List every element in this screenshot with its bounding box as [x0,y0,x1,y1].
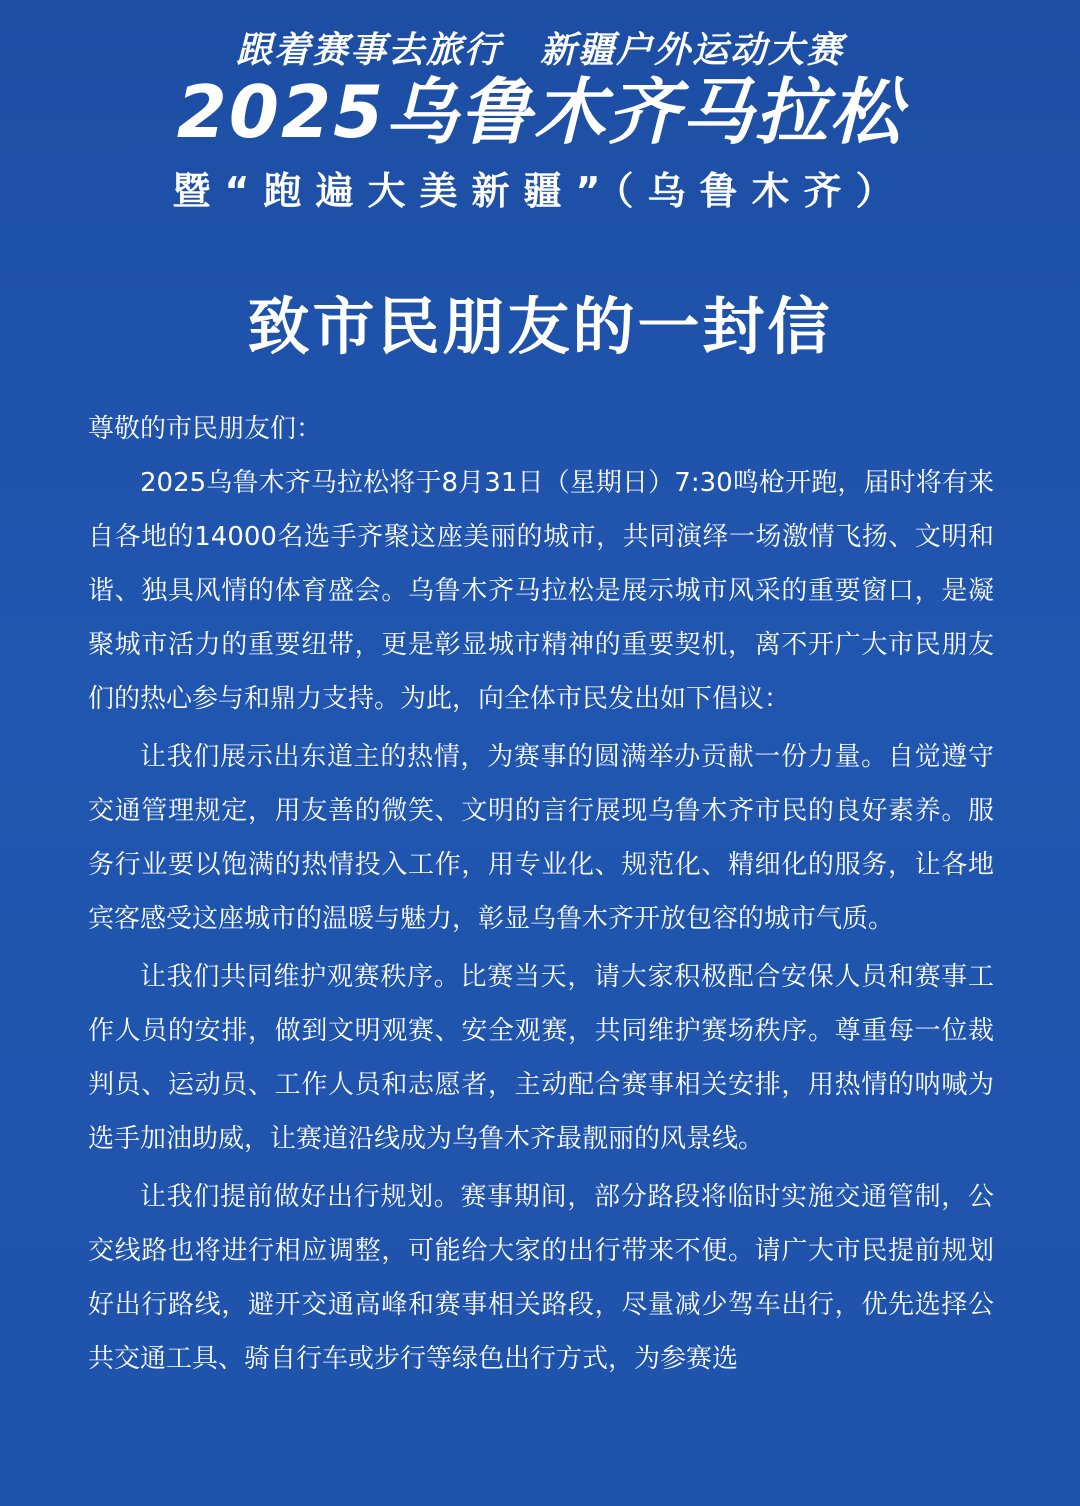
letter-salutation: 尊敬的市民朋友们： [88,414,323,444]
letter-title: 致市民朋友的一封信 [247,290,833,363]
event-subtitle: 暨“跑遍大美新疆”（乌鲁木齐） [172,169,908,213]
letter-paragraph-travel: 让我们提前做好出行规划。赛事期间，部分路段将临时实施交通管制，公交线路也将进行相应调整，可能给大家的出行带来不便。请广大市民提前规划好出行路线，避开交通高峰和赛事相关路段，尽量减少驾车出行，优先选择公共交通工具、骑自行车或步行等绿色出行方式，为参赛选 [88,1182,994,1374]
event-tagline: 跟着赛事去旅行 新疆户外运动大赛 [235,30,844,71]
letter-paragraph-hospitality: 让我们展示出东道主的热情，为赛事的圆满举办贡献一份力量。自觉遵守交通管理规定，用友善的微笑、文明的言行展现乌鲁木齐市民的良好素养。服务行业要以饱满的热情投入工作，用专业化、规范化、精细化的服务，让各地宾客感受这座城市的温暖与魅力，彰显乌鲁木齐开放包容的城市气质。 [88,742,994,934]
letter-body [88,402,994,1386]
event-title: 2025乌鲁木齐马拉松 [176,70,904,154]
letter-paragraph-order: 让我们共同维护观赛秩序。比赛当天，请大家积极配合安保人员和赛事工作人员的安排，做到文明观赛、安全观赛，共同维护赛场秩序。尊重每一位裁判员、运动员、工作人员和志愿者，主动配合赛事相关安排，用热情的呐喊为选手加油助威，让赛道沿线成为乌鲁木齐最靓丽的风景线。 [88,962,994,1154]
letter-paragraph-intro: 2025乌鲁木齐马拉松将于8月31日（星期日）7:30鸣枪开跑，届时将有来自各地的14000名选手齐聚这座美丽的城市，共同演绎一场激情飞扬、文明和谐、独具风情的体育盛会。乌鲁木齐马拉松是展示城市风采的重要窗口，是凝聚城市活力的重要纽带，更是彰显城市精神的重要契机，离不开广大市民朋友们的热心参与和鼎力支持。为此，向全体市民发出如下倡议： [88,468,994,714]
